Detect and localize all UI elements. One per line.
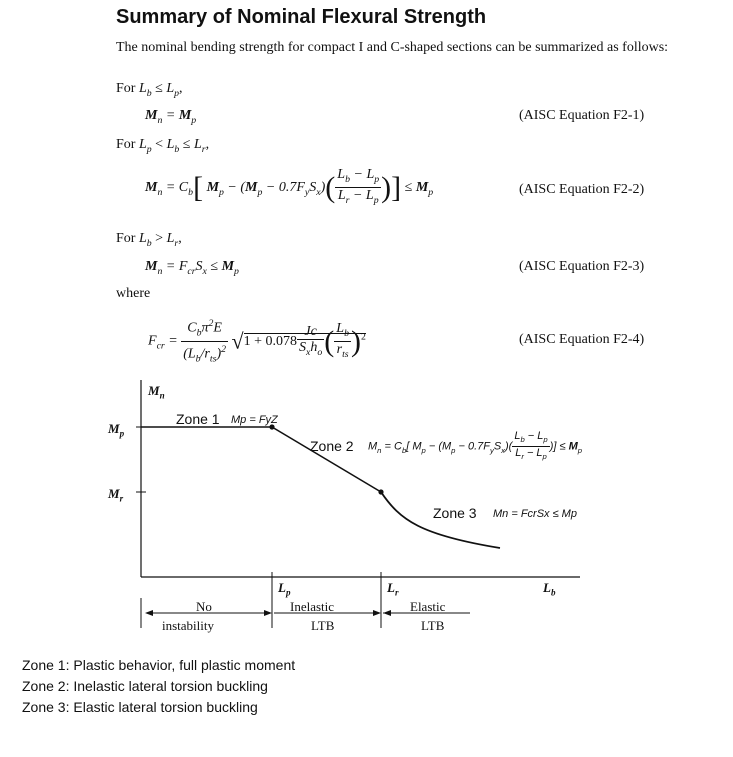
zone-2-label: Zone 2: [310, 438, 354, 454]
lr-point: [378, 489, 383, 494]
region-1-label-line1: No: [196, 599, 212, 614]
zone-2-equation: $M_n = C_b$[ $M_p - (M_p - 0.7F_yS_x)$( $\frac{L_b - L_p}{L_r - L_p}$ )] ≤ $M_p$: [368, 430, 583, 462]
footnote-zone-1: Zone 1: Plastic behavior, full plastic moment: [22, 657, 296, 673]
equation-f2-1: $M_n = M_p$: [145, 108, 197, 126]
region-1-label-line2: instability: [162, 618, 214, 633]
case-1-condition: For $L_b \le L_p$,: [116, 81, 183, 99]
where-label: where: [116, 286, 151, 301]
region-3-label-line2: LTB: [421, 618, 445, 633]
zone-3-equation: Mn = FcrSx ≤ Mp: [493, 508, 577, 520]
footnote-zone-3: Zone 3: Elastic lateral torsion buckling: [22, 699, 258, 715]
zone-3-label: Zone 3: [433, 505, 477, 521]
equation-f2-4: $F_{cr}$ = $\frac{C_b\pi^2E}{(L_b/r_{ts})^2}$ √1 + 0.078 $\frac{Jc}{S_xh_o}$ ( $\frac{L_b}{r_{ts}}$ )$^2$: [148, 318, 366, 365]
zone-1-equation: Mp = FyZ: [231, 414, 278, 426]
region-arrow-2-head-right: [373, 610, 381, 616]
case-2-condition: For $L_p < L_b \le L_r$,: [116, 137, 210, 155]
equation-f2-2-reference: (AISC Equation F2-2): [519, 182, 645, 197]
region-arrow-1-head-left: [145, 610, 153, 616]
footnote-zone-2: Zone 2: Inelastic lateral torsion buckling: [22, 678, 268, 694]
x-axis-label: $L_b$: [543, 580, 556, 598]
region-2-label-line2: LTB: [311, 618, 335, 633]
y-tick-mp: $M_p$: [108, 421, 125, 439]
x-tick-lr: $L_r$: [387, 580, 399, 598]
equation-f2-2: $M_n = C_b$[ $M_p - (M_p - 0.7F_yS_x)$( $\frac{L_b - L_p}{L_r - L_p}$ )] ≤ $M_p$: [145, 167, 434, 207]
region-arrow-3-head-left: [383, 610, 391, 616]
region-2-label-line1: Inelastic: [290, 599, 335, 614]
equation-f2-1-reference: (AISC Equation F2-1): [519, 108, 645, 123]
intro-paragraph: The nominal bending strength for compact I and C-shaped sections can be summarized as follows:: [116, 40, 669, 55]
y-tick-mr: $M_r$: [108, 486, 124, 504]
region-3-label-line1: Elastic: [410, 599, 446, 614]
page-title: Summary of Nominal Flexural Strength: [116, 6, 487, 28]
lateral-torsional-buckling-chart: [0, 370, 733, 640]
zone-2-line: [272, 427, 381, 492]
x-tick-lp: $L_p$: [278, 580, 291, 598]
equation-f2-3: $M_n = F_{cr}S_x \le M_p$: [145, 259, 239, 277]
region-arrow-1-head-right: [264, 610, 272, 616]
equation-f2-4-reference: (AISC Equation F2-4): [519, 332, 645, 347]
equation-f2-3-reference: (AISC Equation F2-3): [519, 259, 645, 274]
case-3-condition: For $L_b > L_r$,: [116, 231, 182, 249]
zone-1-label: Zone 1: [176, 411, 220, 427]
y-axis-label: $M_n$: [148, 383, 165, 401]
